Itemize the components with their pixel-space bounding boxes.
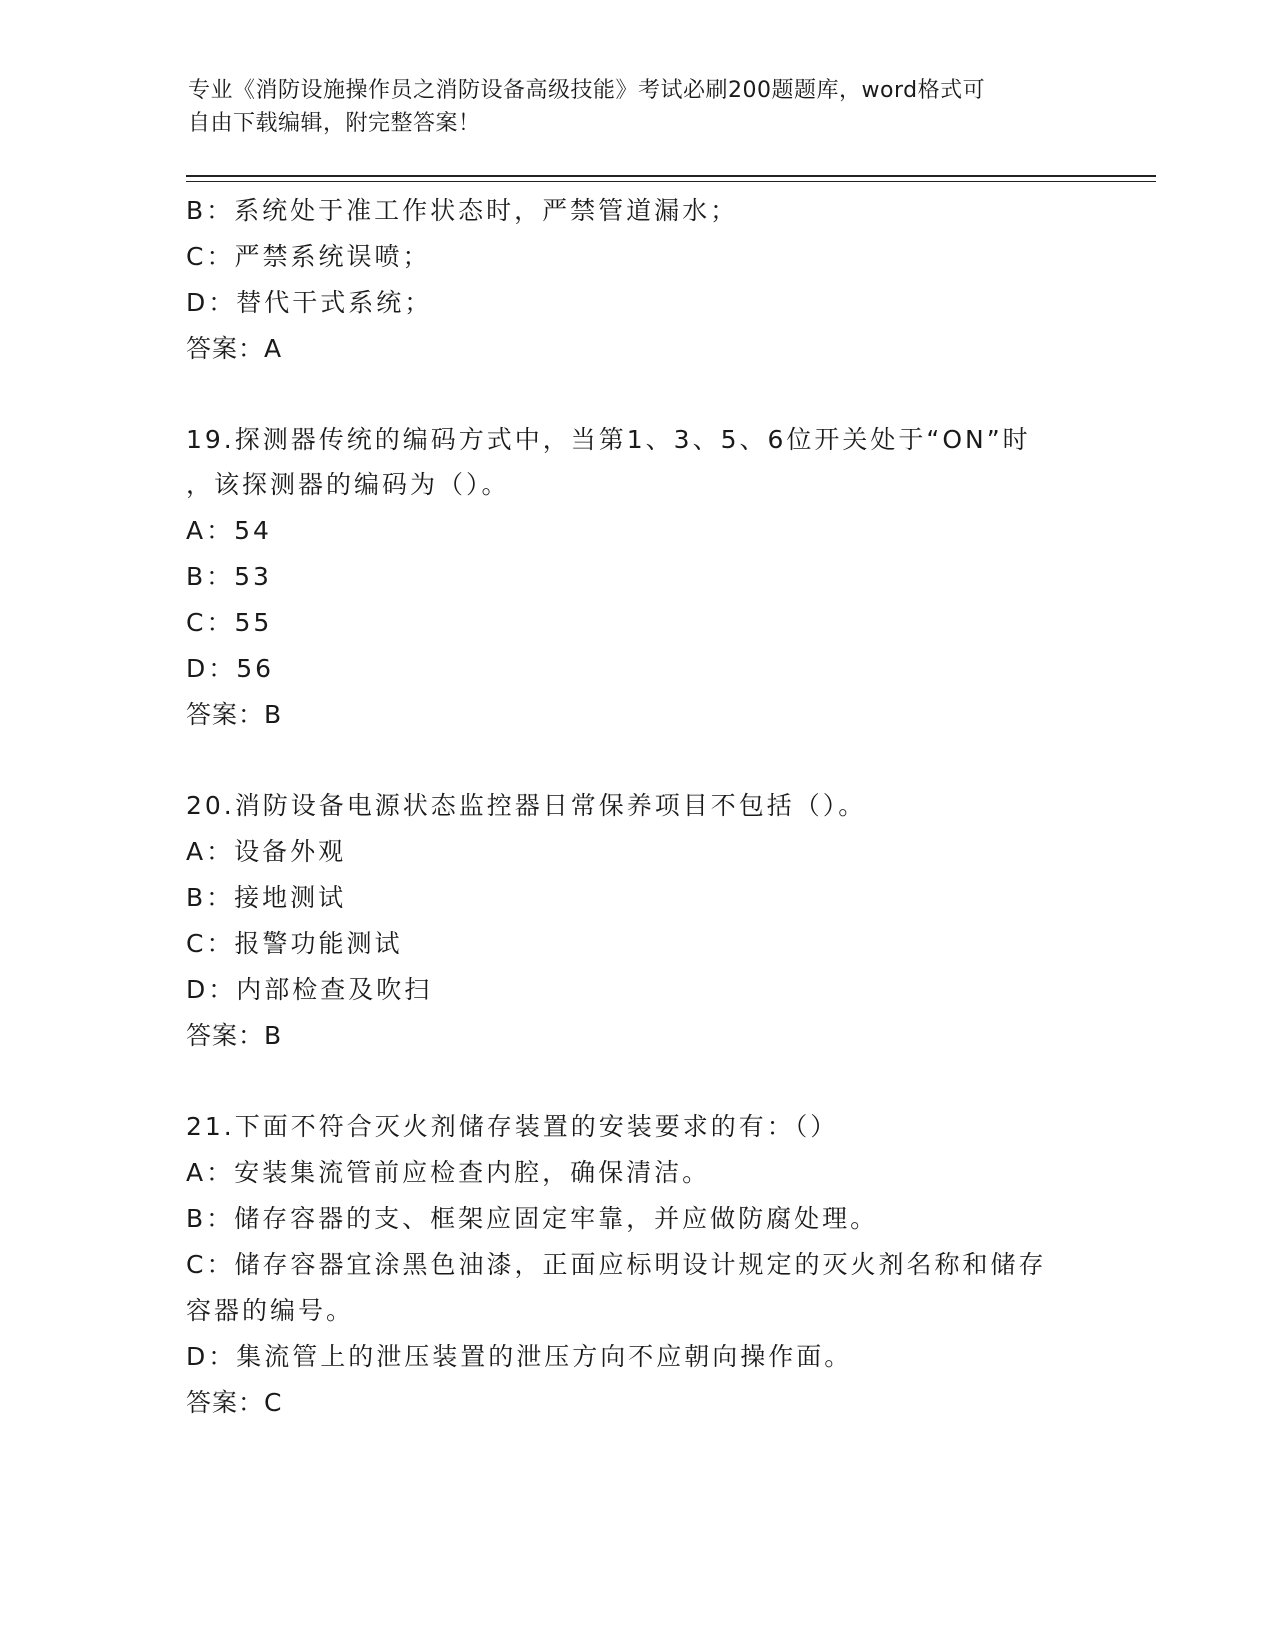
header-title-line-2: 自由下载编辑，附完整答案！ [188, 111, 481, 136]
answer: 答案：B [186, 1021, 283, 1050]
option-b: B：系统处于准工作状态时，严禁管道漏水； [186, 196, 739, 225]
option-c-continued: 容器的编号。 [186, 1296, 355, 1325]
option-c: C：报警功能测试 [186, 929, 403, 958]
option-a: A：安装集流管前应检查内腔，确保清洁。 [186, 1158, 711, 1187]
header-divider-thick [186, 175, 1156, 177]
header-title-line-1: 专业《消防设施操作员之消防设备高级技能》考试必刷200题题库，word格式可 [188, 78, 986, 103]
option-d: D：内部检查及吹扫 [186, 975, 433, 1004]
question-stem: 21.下面不符合灭火剂储存装置的安装要求的有：（） [186, 1112, 839, 1141]
question-stem: 20.消防设备电源状态监控器日常保养项目不包括（）。 [186, 791, 867, 820]
question-19 [186, 417, 1086, 738]
question-stem-line-1: 19.探测器传统的编码方式中，当第1、3、5、6位开关处于“ON”时 [186, 425, 1031, 454]
question-20 [186, 783, 1086, 1059]
option-a: A：54 [186, 516, 272, 545]
option-c: C：严禁系统误喷； [186, 242, 431, 271]
answer: 答案：A [186, 334, 283, 363]
option-d: D：集流管上的泄压装置的泄压方向不应朝向操作面。 [186, 1342, 853, 1371]
option-b: B：接地测试 [186, 883, 347, 912]
option-c: C：储存容器宜涂黑色油漆，正面应标明设计规定的灭火剂名称和储存 [186, 1250, 1047, 1279]
answer: 答案：B [186, 700, 283, 729]
question-stem-line-2: ，该探测器的编码为（）。 [186, 470, 510, 499]
question-18 [186, 188, 1086, 372]
option-d: D：替代干式系统； [186, 288, 433, 317]
answer: 答案：C [186, 1388, 283, 1417]
option-c: C：55 [186, 608, 273, 637]
document-header [188, 74, 1068, 140]
option-b: B：储存容器的支、框架应固定牢靠，并应做防腐处理。 [186, 1204, 879, 1233]
question-list [186, 188, 1086, 1426]
option-b: B：53 [186, 562, 272, 591]
option-a: A：设备外观 [186, 837, 347, 866]
question-21 [186, 1104, 1086, 1426]
header-divider-thin [186, 181, 1156, 182]
option-d: D：56 [186, 654, 275, 683]
